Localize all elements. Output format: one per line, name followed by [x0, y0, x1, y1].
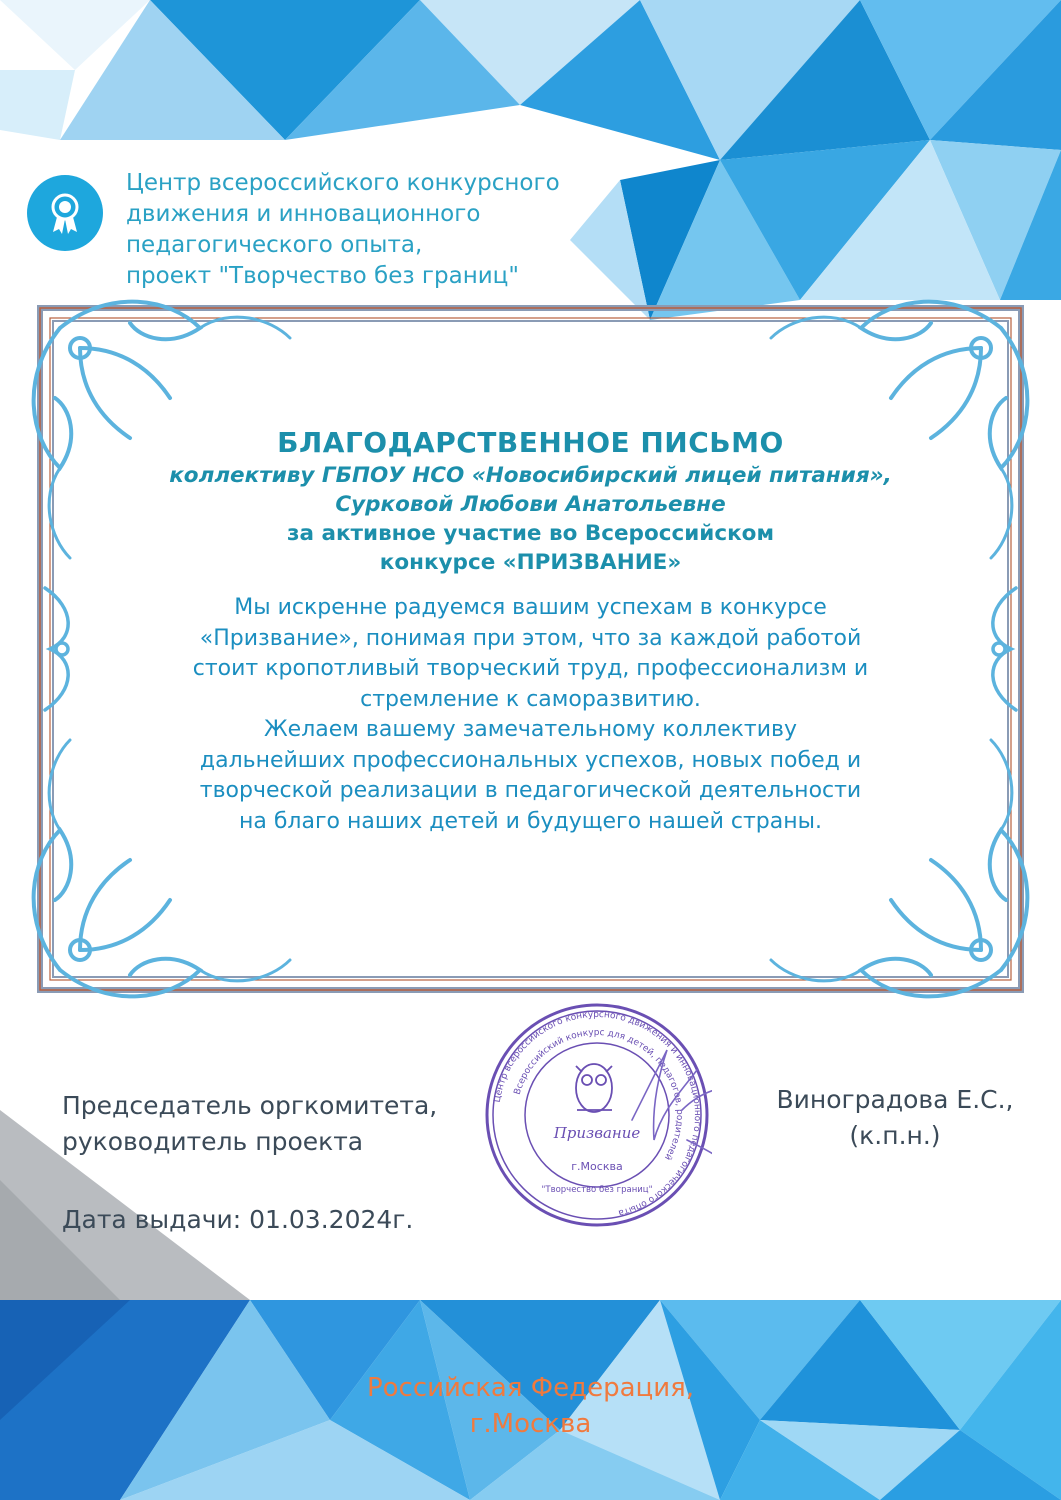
reason-line-2: конкурсе «ПРИЗВАНИЕ» [379, 550, 682, 575]
seal-city: г.Москва [571, 1160, 623, 1173]
letter-content [60, 425, 1001, 837]
body-line-6: дальнейших профессиональных успехов, новых побед и [199, 747, 862, 773]
seal-outer-text: Центр всероссийского конкурсного движения и инновационного педагогического опыта [492, 1009, 703, 1218]
footer-line-1: Российская Федерация, [366, 1373, 695, 1403]
award-ribbon-icon [26, 174, 104, 252]
chairman-position [62, 1088, 437, 1160]
seal-inner-text: Всероссийский конкурс для детей, педагогов, родителей [512, 1027, 685, 1162]
body-line-2: «Призвание», понимая при этом, что за каждой работой [199, 625, 862, 651]
official-seal [482, 1000, 712, 1230]
organization-name [126, 168, 646, 292]
body-line-1: Мы искренне радуемся вашим успехам в конкурсе [234, 595, 827, 620]
signer-block [735, 1082, 1055, 1154]
signer-name: Виноградова Е.С., [776, 1085, 1014, 1114]
reason-line-1: за активное участие во Всероссийском [286, 521, 775, 546]
footer-location [0, 1370, 1061, 1442]
org-line-3: педагогического опыта, [126, 232, 423, 258]
body-line-4: стремление к саморазвитию. [360, 686, 701, 712]
body-line-5: Желаем вашему замечательному коллективу [263, 717, 798, 742]
body-line-3: стоит кропотливый творческий труд, профессионализм и [192, 656, 869, 681]
owl-icon [576, 1064, 612, 1112]
document-title: БЛАГОДАРСТВЕННОЕ ПИСЬМО [277, 426, 784, 459]
recipient-line-2: Сурковой Любови Анатольевне [335, 492, 726, 517]
position-line-1: Председатель оргкомитета, [62, 1091, 438, 1120]
footer-line-2: г.Москва [469, 1409, 592, 1439]
org-line-2: движения и инновационного [126, 201, 481, 227]
issue-date: Дата выдачи: 01.03.2024г. [62, 1205, 414, 1234]
org-line-4: проект "Творчество без границ" [126, 263, 519, 289]
seal-bottom-text: "Творчество без границ" [541, 1185, 653, 1195]
body-line-8: на благо наших детей и будущего нашей страны. [239, 808, 822, 834]
signer-degree: (к.п.н.) [849, 1121, 941, 1150]
recipient-line-1: коллективу ГБПОУ НСО «Новосибирский лицей питания», [169, 463, 892, 488]
position-line-2: руководитель проекта [62, 1127, 364, 1156]
body-line-7: творческой реализации в педагогической деятельности [199, 778, 862, 803]
seal-center-label: Призвание [553, 1124, 641, 1142]
org-line-1: Центр всероссийского конкурсного [126, 170, 560, 196]
letter-body [60, 593, 1001, 837]
